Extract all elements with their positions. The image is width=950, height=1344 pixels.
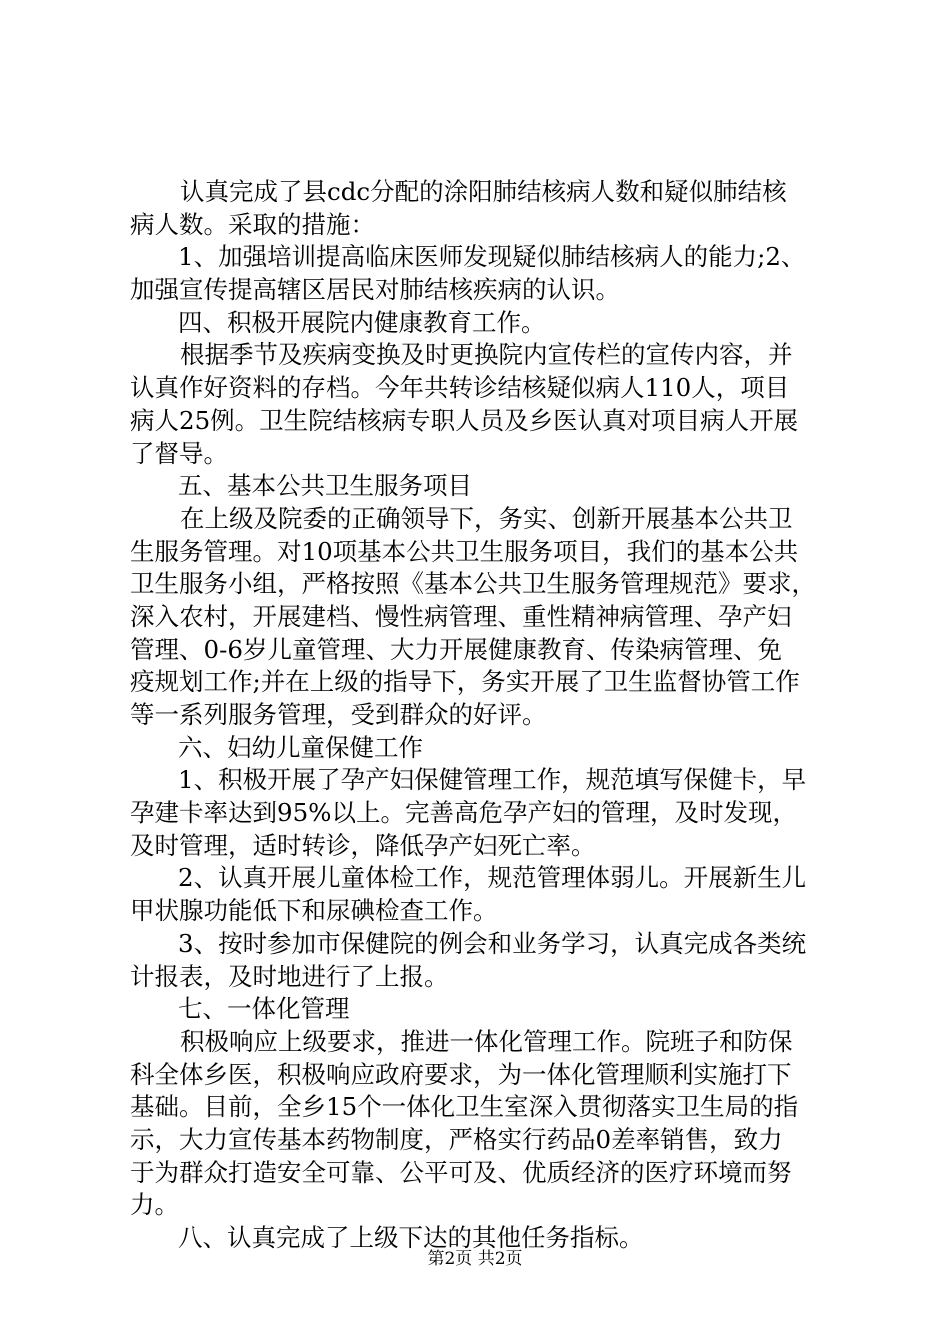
text-line: 认真完成了县cdc分配的涂阳肺结核病人数和疑似肺结核: [180, 177, 787, 206]
page-footer: 第2页 共2页: [427, 1249, 523, 1269]
text-line: 管理、0-6岁儿童管理、大力开展健康教育、传染病管理、免: [130, 634, 782, 664]
text-line: 2、认真开展儿童体检工作，规范管理体弱儿。开展新生儿: [178, 863, 807, 893]
text-line: 病人25例。卫生院结核病专职人员及乡医认真对项目病人开展: [130, 405, 799, 435]
text-line: 在上级及院委的正确领导下，务实、创新开展基本公共卫: [180, 503, 793, 533]
text-line: 根据季节及疾病变换及时更换院内宣传栏的宣传内容，并: [180, 340, 793, 370]
text-line: 深入农村，开展建档、慢性病管理、重性精神病管理、孕产妇: [130, 601, 792, 631]
text-line: 孕建卡率达到95%以上。完善高危孕产妇的管理，及时发现，: [130, 798, 797, 828]
text-line: 基础。目前，全乡15个一体化卫生室深入贯彻落实卫生局的指: [130, 1092, 799, 1122]
text-line: 七、一体化管理: [178, 994, 350, 1024]
text-line: 计报表，及时地进行了上报。: [130, 961, 449, 991]
text-line: 甲状腺功能低下和尿碘检查工作。: [130, 896, 498, 926]
text-line: 卫生服务小组，严格按照《基本公共卫生服务管理规范》要求，: [130, 569, 816, 599]
text-line: 四、积极开展院内健康教育工作。: [178, 307, 546, 337]
text-line: 科全体乡医，积极响应政府要求，为一体化管理顺利实施打下: [130, 1059, 792, 1089]
text-line: 认真作好资料的存档。今年共转诊结核疑似病人110人，项目: [130, 373, 790, 403]
text-line: 1、积极开展了孕产妇保健管理工作，规范填写保健卡，早: [178, 765, 807, 795]
document-body: [130, 176, 830, 1255]
text-line: 及时管理，适时转诊，降低孕产妇死亡率。: [130, 830, 596, 860]
text-line: 力。: [130, 1190, 179, 1220]
text-line: 加强宣传提高辖区居民对肺结核疾病的认识。: [130, 275, 620, 305]
text-line: 于为群众打造安全可靠、公平可及、优质经济的医疗环境而努: [130, 1157, 792, 1187]
text-line: 五、基本公共卫生服务项目: [178, 471, 472, 501]
text-line: 六、妇幼儿童保健工作: [178, 732, 423, 762]
text-line: 积极响应上级要求，推进一体化管理工作。院班子和防保: [180, 1026, 793, 1056]
text-line: 病人数。采取的措施：: [130, 209, 375, 239]
text-line: 八、认真完成了上级下达的其他任务指标。: [178, 1223, 644, 1252]
text-line: 了督导。: [130, 438, 228, 468]
text-line: 3、按时参加市保健院的例会和业务学习，认真完成各类统: [178, 928, 807, 958]
text-line: 1、加强培训提高临床医师发现疑似肺结核病人的能力;2、: [178, 242, 806, 272]
text-line: 疫规划工作;并在上级的指导下，务实开展了卫生监督协管工作: [130, 667, 800, 697]
text-line: 生服务管理。对10项基本公共卫生服务项目，我们的基本公共: [130, 536, 799, 566]
text-line: 示，大力宣传基本药物制度，严格实行药品0差率销售，致力: [130, 1124, 783, 1154]
text-line: 等一系列服务管理，受到群众的好评。: [130, 700, 547, 729]
